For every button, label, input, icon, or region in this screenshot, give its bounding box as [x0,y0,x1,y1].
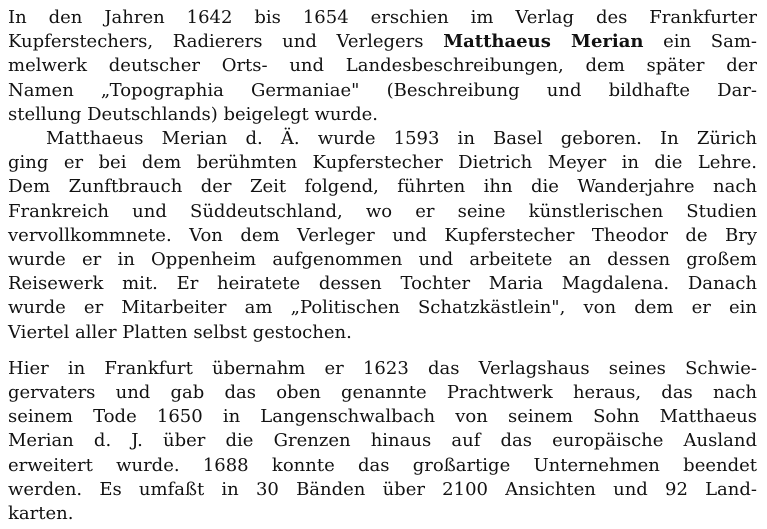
text-line: wurde er Mitarbeiter am „Politischen Schatzkästlein", von dem er ein [8,297,757,319]
text-line: melwerk deutscher Orts- und Landesbeschreibungen, dem später der [8,55,757,77]
text-line: Reisewerk mit. Er heiratete dessen Tochter Maria Magdalena. Danach [8,273,757,295]
text-line [8,30,757,54]
paragraph-merian-biography [8,127,757,345]
text-line: wurde er in Oppenheim aufgenommen und arbeitete an dessen großem [8,249,757,271]
text-line: ging er bei dem berühmten Kupferstecher Dietrich Meyer in die Lehre. [8,152,757,174]
text-line: Dem Zunftbrauch der Zeit folgend, führten ihn die Wanderjahre nach [8,176,757,198]
paragraph-topographia-intro [8,6,757,127]
paragraph-frankfurt-publishing [8,357,757,526]
text-segment: Kupferstechers, Radierers und Verlegers [8,31,444,53]
text-line: seinem Tode 1650 in Langenschwalbach von seinem Sohn Matthaeus [8,406,757,428]
text-line: erweitert wurde. 1688 konnte das großartige Unternehmen beendet [8,454,757,476]
text-line: Matthaeus Merian d. Ä. wurde 1593 in Basel geboren. In Zürich [46,128,757,150]
text-line: vervollkommnete. Von dem Verleger und Kupferstecher Theodor de Bry [8,224,757,246]
text-line: Hier in Frankfurt übernahm er 1623 das Verlagshaus seines Schwie- [8,357,757,379]
text-line: karten. [8,503,74,525]
bold-name-merian: Matthaeus Merian [443,31,644,53]
paragraph-gap [8,345,757,357]
text-line: Viertel aller Platten selbst gestochen. [8,321,352,343]
text-line: stellung Deutschlands) beigelegt wurde. [8,103,378,125]
text-line: In den Jahren 1642 bis 1654 erschien im Verlag des Frankfurter [8,7,757,28]
text-line: Frankreich und Süddeutschland, wo er seine künstlerischen Studien [8,200,757,222]
text-line: gervaters und gab das oben genannte Prachtwerk heraus, das nach [8,382,757,404]
text-line: werden. Es umfaßt in 30 Bänden über 2100 Ansichten und 92 Land- [8,478,757,500]
text-line: Merian d. J. über die Grenzen hinaus auf das europäische Ausland [8,430,757,452]
text-line: Namen „Topographia Germaniae" (Beschreibung und bildhafte Dar- [8,79,757,101]
text-segment: ein Sam- [643,31,758,53]
